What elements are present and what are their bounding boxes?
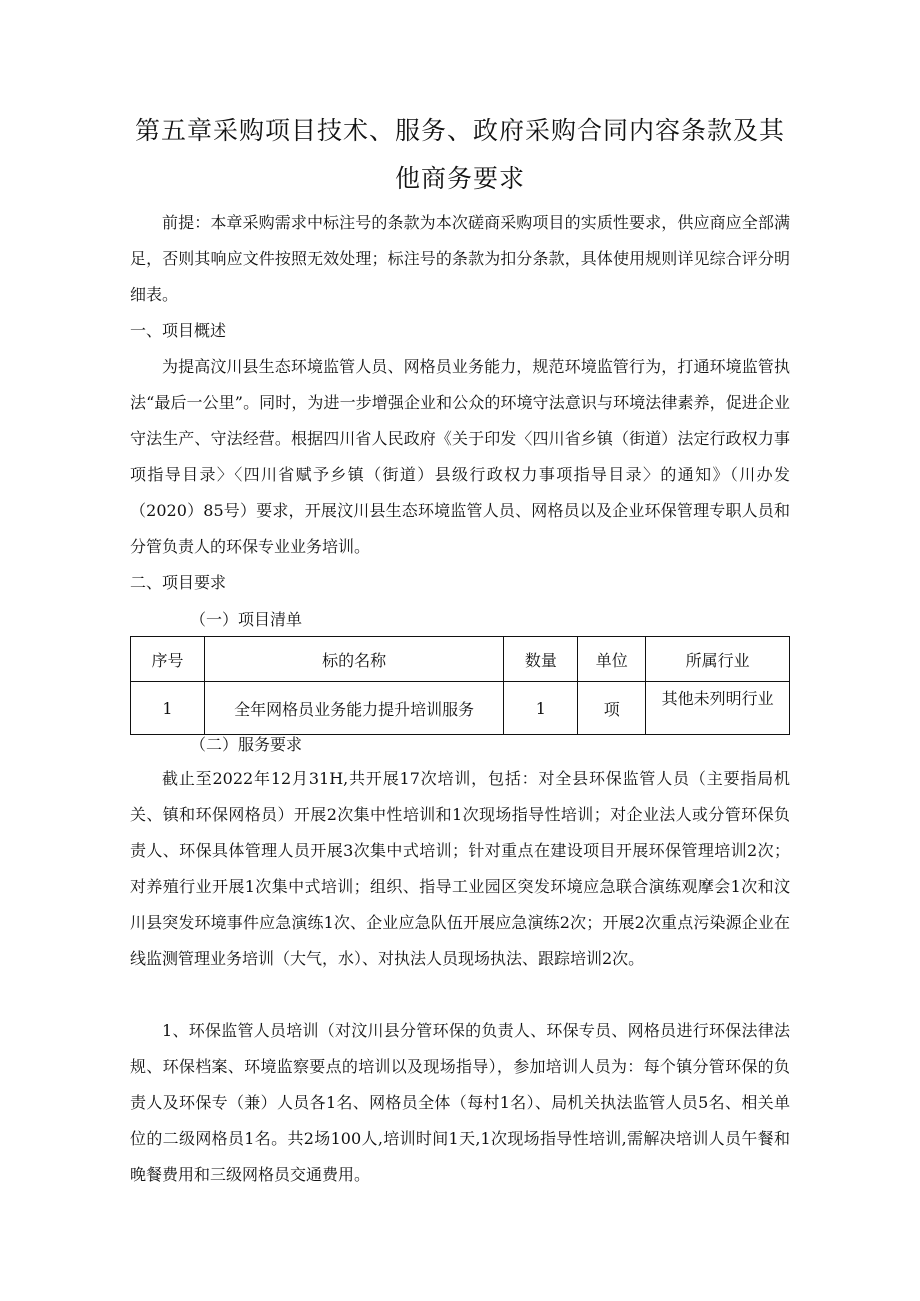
section1-body: 为提高汶川县生态环境监管人员、网格员业务能力，规范环境监管行为，打通环境监管执法“最后一公里”。同时，为进一步增强企业和公众的环境守法意识与环境法律素养，促进企业守法生产、守法经营。根据四川省人民政府《关于印发〈四川省乡镇（街道）法定行政权力事项指导目录〉〈四川省赋予乡镇（街道）县级行政权力事项指导目录〉的通知》（川办发（2020）85号）要求，开展汶川县生态环境监管人员、网格员以及企业环保管理专职人员和分管负责人的环保专业业务培训。	[130, 357, 790, 556]
item1-paragraph: 1、环保监管人员培训（对汶川县分管环保的负责人、环保专员、网格员进行环保法律法规、环保档案、环境监察要点的培训以及现场指导），参加培训人员为：每个镇分管环保的负责人及环保专（兼）人员各1名、网格员全体（每村1名）、局机关执法监管人员5名、相关单位的二级网格员1名。共2场100人,培训时间1天,1次现场指导性培训,需解决培训人员午餐和晚餐费用和三级网格员交通费用。	[130, 1021, 790, 1184]
cell-quantity: 1	[504, 682, 578, 735]
service-heading: （二）服务要求	[190, 735, 303, 754]
cell-industry: 其他未列明行业	[646, 682, 790, 735]
section2-heading: 二、项目要求	[130, 573, 227, 592]
col-header-industry: 所属行业	[646, 637, 790, 682]
premise-paragraph: 前提：本章采购需求中标注号的条款为本次磋商采购项目的实质性要求，供应商应全部满足，否则其响应文件按照无效处理；标注号的条款为扣分条款，具体使用规则详见综合评分明细表。	[130, 213, 790, 304]
cell-unit: 项	[578, 682, 646, 735]
chapter-title-line1: 第五章采购项目技术、服务、政府采购合同内容条款及其	[134, 116, 785, 145]
table-row	[131, 682, 790, 735]
service-body: 截止至2022年12月31H,共开展17次培训，包括：对全县环保监管人员（主要指局机关、镇和环保网格员）开展2次集中性培训和1次现场指导性培训；对企业法人或分管环保负责人、环保具体管理人员开展3次集中式培训；针对重点在建设项目开展环保管理培训2次；对养殖行业开展1次集中式培训；组织、指导工业园区突发环境应急联合演练观摩会1次和汶川县突发环境事件应急演练1次、企业应急队伍开展应急演练2次；开展2次重点污染源企业在线监测管理业务培训（大气，水）、对执法人员现场执法、跟踪培训2次。	[130, 769, 790, 968]
chapter-title-line2: 他商务要求	[394, 164, 525, 193]
section1-heading: 一、项目概述	[130, 321, 227, 340]
item-list-table	[130, 636, 790, 735]
table-header-row	[131, 637, 790, 682]
col-header-quantity: 数量	[504, 637, 578, 682]
col-header-name: 标的名称	[204, 637, 504, 682]
col-header-unit: 单位	[578, 637, 646, 682]
list-heading: （一）项目清单	[190, 610, 303, 629]
cell-name: 全年网格员业务能力提升培训服务	[204, 682, 504, 735]
col-header-index: 序号	[131, 637, 205, 682]
cell-index: 1	[131, 682, 205, 735]
